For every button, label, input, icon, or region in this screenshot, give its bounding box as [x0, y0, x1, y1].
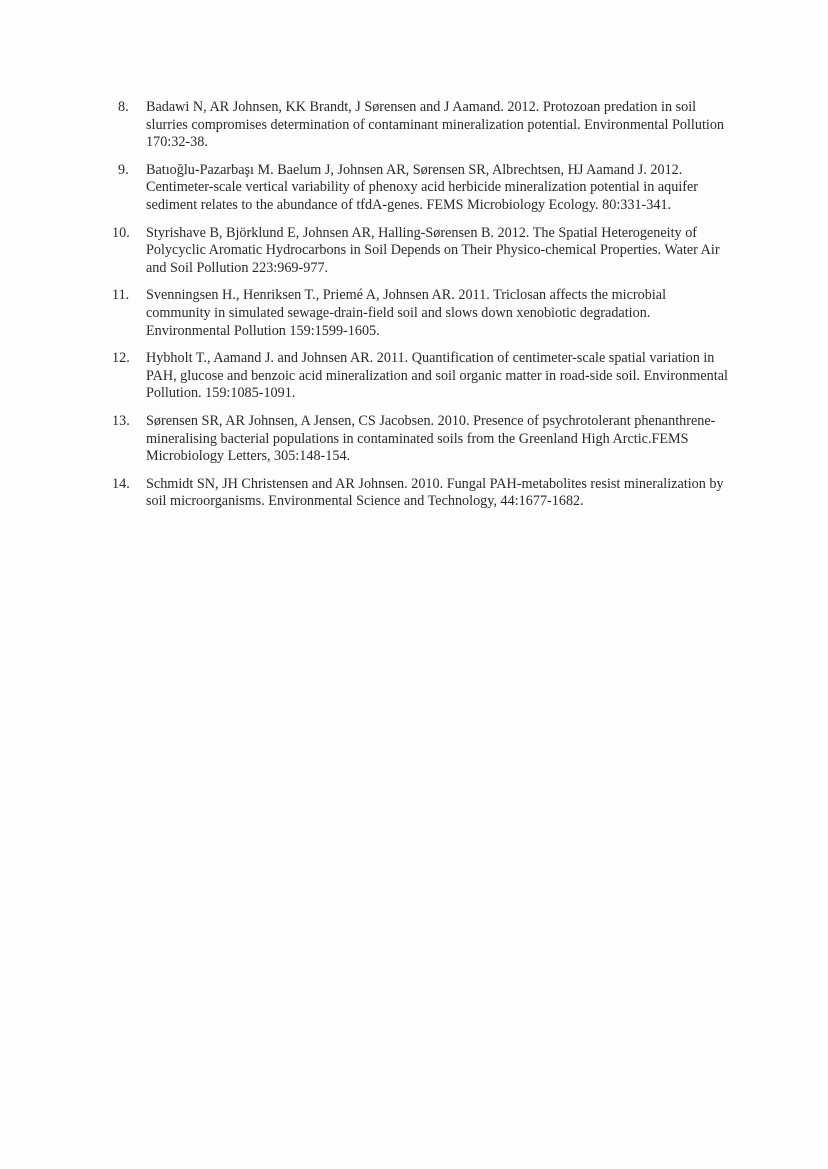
reference-number: 13. — [112, 412, 130, 429]
reference-number: 9. — [118, 161, 129, 178]
reference-list — [112, 99, 732, 521]
reference-item — [112, 287, 732, 340]
reference-text: Svenningsen H., Henriksen T., Priemé A, Johnsen AR. 2011. Triclosan affects the microbial community in simulated sewage-drain-field soil and slows down xenobiotic degradation. Environmental Pollution 159:1599-1605. — [146, 287, 667, 339]
reference-item — [112, 162, 732, 215]
reference-text: Schmidt SN, JH Christensen and AR Johnsen. 2010. Fungal PAH-metabolites resist mineralization by soil microorganisms. Environmental Science and Technology, 44:1677-1682. — [146, 475, 724, 510]
reference-item — [112, 350, 732, 403]
reference-text: Hybholt T., Aamand J. and Johnsen AR. 2011. Quantification of centimeter-scale spatial variation in PAH, glucose and benzoic acid mineralization and soil organic matter in road-side soil. Environmental Pollution. 159:1085-1091. — [146, 350, 728, 402]
reference-text: Badawi N, AR Johnsen, KK Brandt, J Sørensen and J Aamand. 2012. Protozoan predation in soil slurries compromises determination of contaminant mineralization potential. Environmental Pollution 170:32-38. — [146, 99, 725, 151]
reference-number: 10. — [112, 224, 130, 241]
reference-text: Styrishave B, Björklund E, Johnsen AR, Halling-Sørensen B. 2012. The Spatial Heterogeneity of Polycyclic Aromatic Hydrocarbons in Soil Depends on Their Physico-chemical Properties. Water Air and Soil Pollution 223:969-977. — [146, 224, 720, 276]
reference-item — [112, 225, 732, 278]
reference-number: 12. — [112, 350, 130, 367]
reference-text: Sørensen SR, AR Johnsen, A Jensen, CS Jacobsen. 2010. Presence of psychrotolerant phenanthrene-mineralising bacterial populations in contaminated soils from the Greenland High Arctic.FEMS Microbiology Letters, 305:148-154. — [146, 412, 716, 465]
reference-text: Batıoğlu-Pazarbaşı M. Baelum J, Johnsen AR, Sørensen SR, Albrechtsen, HJ Aamand J. 2012. Centimeter-scale vertical variability of phenoxy acid herbicide mineralization potential in aquifer sediment relates to the abundance of tfdA-genes. FEMS Microbiology Ecology. 80:331-341. — [146, 161, 699, 213]
reference-item — [112, 413, 732, 466]
reference-number: 11. — [112, 287, 130, 304]
reference-number: 14. — [112, 475, 130, 492]
reference-item — [112, 476, 732, 511]
reference-item — [112, 99, 732, 152]
reference-number: 8. — [118, 99, 129, 115]
